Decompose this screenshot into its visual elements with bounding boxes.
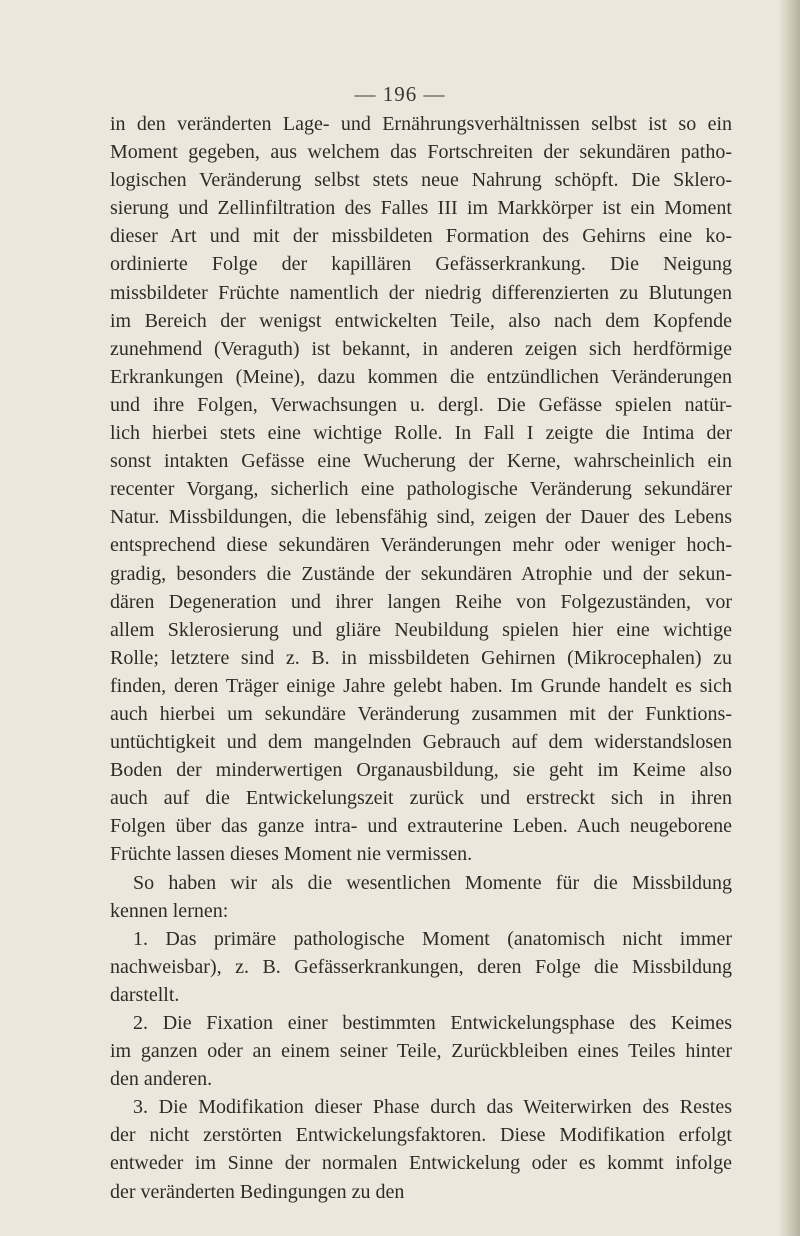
text-line: kennen lernen: [110,899,229,922]
text-line: logischen Veränderung selbst stets neue Nahrung schöpft. Die Sklero- [110,169,732,192]
text-line: nachweisbar), z. B. Gefässerkrankungen, deren Folge die Missbildung [110,955,732,978]
text-line: ordinierte Folge der kapillären Gefässerkrankung. Die Neigung [110,253,732,276]
text-line: den anderen. [110,1068,213,1091]
text-line: allem Sklerosierung und gliäre Neubildung spielen hier eine wichtige [110,618,732,641]
page-edge-shadow [778,0,800,1236]
text-line: im Bereich der wenigst entwickelten Teile, also nach dem Kopfende [110,309,732,332]
text-line: 1. Das primäre pathologische Moment (anatomisch nicht immer [133,927,732,950]
text-line: Erkrankungen (Meine), dazu kommen die entzündlichen Veränderungen [110,365,732,388]
text-line: und ihre Folgen, Verwachsungen u. dergl. Die Gefässe spielen natür- [110,393,732,416]
text-line: gradig, besonders die Zustände der sekundären Atrophie und der sekun- [110,562,732,585]
text-line: entweder im Sinne der normalen Entwickelung oder es kommt infolge [110,1152,732,1175]
text-line: lich hierbei stets eine wichtige Rolle. In Fall I zeigte die Intima der [110,422,732,445]
text-line: 3. Die Modifikation dieser Phase durch das Weiterwirken des Restes [133,1096,732,1119]
text-line: auch hierbei um sekundäre Veränderung zusammen mit der Funktions- [110,702,732,725]
text-line: in den veränderten Lage- und Ernährungsverhältnissen selbst ist so ein [110,113,732,135]
text-line: auch auf die Entwickelungszeit zurück und erstreckt sich in ihren [110,787,732,810]
text-line: der veränderten Bedingungen zu den [110,1180,405,1203]
text-line: Früchte lassen dieses Moment nie vermissen. [110,843,473,866]
text-line: dären Degeneration und ihrer langen Reihe von Folgezuständen, vor [110,590,732,613]
body-text [110,110,732,1206]
text-line: untüchtigkeit und dem mangelnden Gebrauch auf dem widerstandslosen [110,731,732,754]
text-line: der nicht zerstörten Entwickelungsfaktoren. Diese Modifikation erfolgt [110,1124,732,1147]
text-line: entsprechend diese sekundären Veränderungen mehr oder weniger hoch- [110,534,732,557]
text-line: im ganzen oder an einem seiner Teile, Zurückbleiben eines Teiles hinter [110,1040,732,1063]
text-line: zunehmend (Veraguth) ist bekannt, in anderen zeigen sich herdförmige [110,337,732,360]
text-line: darstellt. [110,983,180,1006]
text-line: Rolle; letztere sind z. B. in missbildeten Gehirnen (Mikrocephalen) zu [110,646,732,669]
text-line: recenter Vorgang, sicherlich eine pathologische Veränderung sekundärer [110,478,732,501]
text-line: sierung und Zellinfiltration des Falles III im Markkörper ist ein Moment [110,197,732,220]
text-line: 2. Die Fixation einer bestimmten Entwickelungsphase des Keimes [133,1012,732,1034]
text-line: Boden der minderwertigen Organausbildung, sie geht im Keime also [110,759,732,782]
text-line: So haben wir als die wesentlichen Momente für die Missbildung [133,871,732,894]
text-line: Moment gegeben, aus welchem das Fortschreiten der sekundären patho- [110,141,732,164]
text-line: Natur. Missbildungen, die lebensfähig sind, zeigen der Dauer des Lebens [110,506,732,529]
text-line: finden, deren Träger einige Jahre gelebt haben. Im Grunde handelt es sich [110,674,732,697]
page-number: — 196 — [354,82,446,106]
text-line: sonst intakten Gefässe eine Wucherung der Kerne, wahrscheinlich ein [110,450,732,473]
text-line: dieser Art und mit der missbildeten Formation des Gehirns eine ko- [110,225,732,248]
text-line: missbildeter Früchte namentlich der niedrig differenzierten zu Blutungen [110,281,732,304]
text-line: Folgen über das ganze intra- und extrauterine Leben. Auch neugeborene [110,815,732,838]
